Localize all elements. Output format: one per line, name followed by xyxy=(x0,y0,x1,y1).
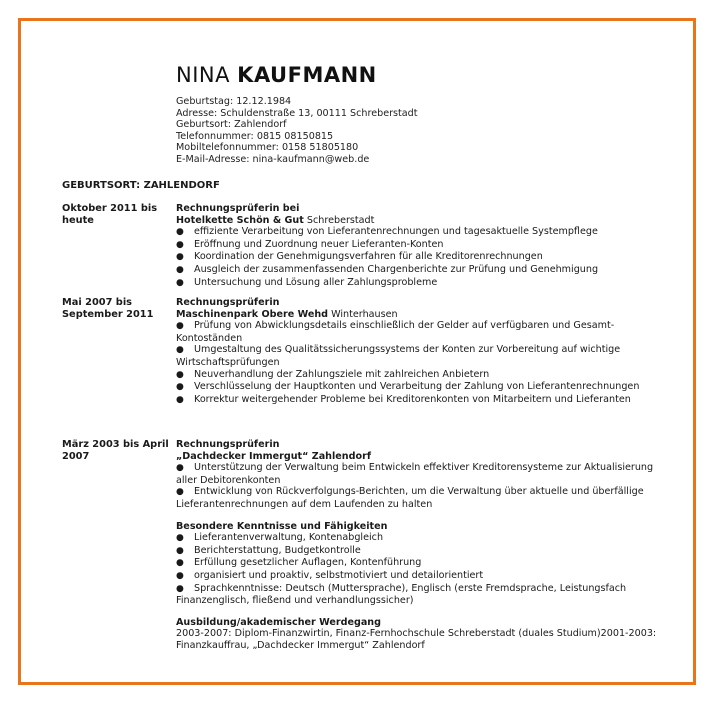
company-city: Winterhausen xyxy=(328,308,398,320)
bullet-text: Umgestaltung des Qualitätssicherungssystems der Konten zur Vorbereitung auf wichtige Wirtschaftsprüfungen xyxy=(176,344,621,368)
bullet-icon: ● xyxy=(176,533,184,544)
bullet-text: Eröffnung und Zuordnung neuer Lieferanten-Konten xyxy=(194,238,444,250)
bullet-icon: ● xyxy=(176,369,184,380)
entry-role: Rechnungsprüferin bei xyxy=(176,203,300,214)
bullet-icon: ● xyxy=(176,277,184,288)
bullet-text: Ausgleich der zusammenfassenden Chargenberichte zur Prüfung und Genehmigung xyxy=(194,263,599,275)
bullet-text: Koordination der Genehmigungsverfahren für alle Kreditorenrechnungen xyxy=(194,251,543,263)
entry-date: März 2003 bis April 2007 xyxy=(62,439,169,462)
bullet-text: effiziente Verarbeitung von Lieferantenrechnungen und tagesaktuelle Systempflege xyxy=(194,226,598,238)
list-item xyxy=(176,277,660,290)
education-text: 2003-2007: Diplom-Finanzwirtin, Finanz-Fernhochschule Schreberstadt (duales Studium)2001-2003: Finanzkauffrau, „Dachdecker Immergut“ Zahlendorf xyxy=(176,628,657,651)
bullet-text: Neuverhandlung der Zahlungsziele mit zahlreichen Anbietern xyxy=(194,368,490,380)
bullet-text: Entwicklung von Rückverfolgungs-Berichten, um die Verwaltung über aktuelle und überfällige Lieferantenrechnungen auf dem Laufenden zu halten xyxy=(176,486,644,510)
list-item xyxy=(176,369,660,382)
entry-role: Rechnungsprüferin xyxy=(176,439,280,450)
birthplace: Geburtsort: Zahlendorf xyxy=(176,119,287,131)
entry-date: Mai 2007 bis September 2011 xyxy=(62,297,154,320)
bullet-icon: ● xyxy=(176,558,184,569)
bullet-icon: ● xyxy=(176,252,184,263)
list-item xyxy=(176,320,660,344)
bullet-icon: ● xyxy=(176,583,184,594)
entry-company xyxy=(176,215,660,227)
last-name: KAUFMANN xyxy=(237,63,377,87)
contact-block xyxy=(176,96,418,166)
company-name: Hotelkette Schön & Gut xyxy=(176,214,304,226)
entry-company xyxy=(176,451,660,463)
bullet-text: Untersuchung und Lösung aller Zahlungsprobleme xyxy=(194,276,438,288)
entry-role: Rechnungsprüferin xyxy=(176,297,280,308)
phone: Telefonnummer: 0815 08150815 xyxy=(176,130,334,142)
education-heading: Ausbildung/akademischer Werdegang xyxy=(176,616,381,628)
bullet-icon: ● xyxy=(176,382,184,393)
list-item xyxy=(176,570,660,583)
bullet-icon: ● xyxy=(176,345,184,356)
list-item xyxy=(176,394,660,407)
bullet-text: Verschlüsselung der Hauptkonten und Verarbeitung der Zahlung von Lieferantenrechnungen xyxy=(194,381,640,393)
section-title: GEBURTSORT: ZAHLENDORF xyxy=(62,180,220,191)
list-item xyxy=(176,532,660,545)
bullet-icon: ● xyxy=(176,463,184,474)
bullet-text: Korrektur weitergehender Probleme bei Kreditorenkonten von Mitarbeitern und Lieferanten xyxy=(194,393,631,405)
bullet-text: Berichterstattung, Budgetkontrolle xyxy=(194,544,361,556)
entry-body xyxy=(176,203,660,289)
entry-date: Oktober 2011 bis heute xyxy=(62,203,158,226)
bullet-text: organisiert und proaktiv, selbstmotiviert und detailorientiert xyxy=(194,569,484,581)
mobile: Mobiltelefonnummer: 0158 51805180 xyxy=(176,142,359,154)
bullet-icon: ● xyxy=(176,321,184,332)
address: Adresse: Schuldenstraße 13, 00111 Schreberstadt xyxy=(176,107,418,119)
bullet-icon: ● xyxy=(176,239,184,250)
bullet-icon: ● xyxy=(176,394,184,405)
list-item xyxy=(176,583,660,607)
list-item xyxy=(176,344,660,368)
list-item xyxy=(176,557,660,570)
bullet-icon: ● xyxy=(176,570,184,581)
list-item xyxy=(176,251,660,264)
company-name: „Dachdecker Immergut“ Zahlendorf xyxy=(176,450,371,462)
list-item xyxy=(176,462,660,486)
bullet-text: Lieferantenverwaltung, Kontenabgleich xyxy=(194,532,384,544)
list-item xyxy=(176,264,660,277)
company-city: Schreberstadt xyxy=(303,214,375,226)
bullet-icon: ● xyxy=(176,227,184,238)
list-item xyxy=(176,226,660,239)
bullet-icon: ● xyxy=(176,487,184,498)
entry-company xyxy=(176,309,660,321)
first-name: NINA xyxy=(176,63,230,87)
bullet-text: Sprachkenntnisse: Deutsch (Muttersprache), Englisch (erste Fremdsprache, Leistungsfach Finanzenglisch, fließend und verhandlungssicher) xyxy=(176,582,627,607)
list-item xyxy=(176,381,660,394)
list-item xyxy=(176,486,660,510)
bullet-icon: ● xyxy=(176,264,184,275)
entry-body xyxy=(176,439,660,652)
list-item xyxy=(176,239,660,252)
email: E-Mail-Adresse: nina-kaufmann@web.de xyxy=(176,153,370,165)
entry-body xyxy=(176,297,660,406)
bullet-text: Prüfung von Abwicklungsdetails einschließlich der Gelder auf verfügbaren und Gesamt-Kontoständen xyxy=(176,320,615,344)
list-item xyxy=(176,545,660,558)
bullet-icon: ● xyxy=(176,545,184,556)
bullet-text: Erfüllung gesetzlicher Auflagen, Kontenführung xyxy=(194,557,422,569)
skills-heading: Besondere Kenntnisse und Fähigkeiten xyxy=(176,520,388,532)
applicant-name xyxy=(176,63,377,87)
birthday: Geburtstag: 12.12.1984 xyxy=(176,96,292,107)
company-name: Maschinenpark Obere Wehd xyxy=(176,308,329,320)
bullet-text: Unterstützung der Verwaltung beim Entwickeln effektiver Kreditorensysteme zur Aktualisierung aller Debitorenkonten xyxy=(176,462,654,486)
